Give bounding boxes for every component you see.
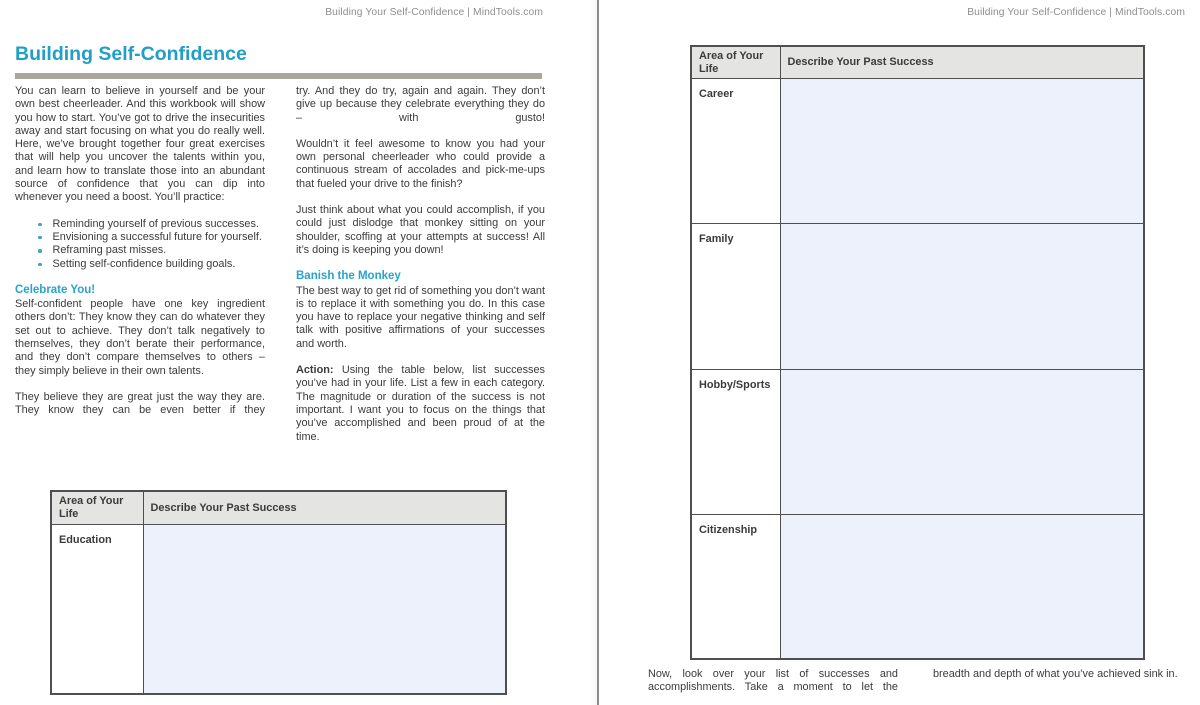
action-paragraph — [296, 364, 545, 444]
body-paragraph: Just think about what you could accomplish, if you could just dislodge that monkey sitting on your shoulder, scoffing at your attempts at success! All it’s doing is keeping you down! — [296, 204, 545, 256]
page-divider — [597, 0, 599, 705]
list-item-text: Setting self-confidence building goals. — [52, 257, 236, 270]
entry-cell-career[interactable] — [780, 79, 1144, 224]
table-row — [691, 515, 1144, 659]
table-row — [691, 79, 1144, 224]
list-item — [15, 244, 265, 257]
table-header-row — [691, 46, 1144, 79]
bullet-dot-icon — [38, 249, 42, 253]
column-header-area-of-life: Area of Your Life — [51, 491, 143, 524]
table-row — [691, 224, 1144, 370]
page-2 — [600, 0, 1200, 705]
entry-cell-citizenship[interactable] — [780, 515, 1144, 659]
column-header-area-of-life: Area of Your Life — [691, 46, 780, 79]
row-label-education: Education — [51, 524, 143, 694]
page2-column-right — [933, 668, 1185, 695]
page2-text-columns — [648, 668, 1185, 695]
entry-cell-education[interactable] — [143, 524, 506, 694]
practice-list — [15, 218, 265, 271]
page-title: Building Self-Confidence — [15, 43, 247, 65]
page1-column-right — [296, 85, 545, 444]
row-label-hobby-sports: Hobby/Sports — [691, 370, 780, 515]
body-paragraph: Self-confident people have one key ingredient others don’t: They know they can do whatever they set out to achieve. They don’t talk negatively to themselves, they don’t berate their performance, and they don’t compare themselves to others – they simply believe in their own talents. — [15, 298, 265, 377]
action-label: Action: — [296, 364, 334, 377]
body-paragraph: They believe they are great just the way they are. They know they can be even better if they — [15, 390, 265, 417]
row-label-family: Family — [691, 224, 780, 370]
bullet-dot-icon — [38, 223, 42, 227]
page2-column-left — [648, 668, 898, 695]
body-paragraph: The best way to get rid of something you don’t want is to replace it with something you do. In this case you have to replace your negative thinking and self talk with positive affirmations of your successes and worth. — [296, 284, 545, 350]
page-header: Building Your Self-Confidence | MindTools.com — [325, 7, 543, 18]
list-item-text: Reminding yourself of previous successes. — [52, 217, 259, 230]
entry-cell-hobby-sports[interactable] — [780, 370, 1144, 515]
page1-text-columns — [15, 85, 545, 444]
section-heading-celebrate-you: Celebrate You! — [15, 283, 96, 296]
page1-column-left — [15, 85, 265, 444]
list-item-text: Envisioning a successful future for yourself. — [52, 230, 262, 243]
past-success-table-page2 — [690, 45, 1145, 660]
body-paragraph: try. And they do try, again and again. They don’t give up because they celebrate everything they do – with gusto! — [296, 85, 545, 124]
list-item-text: Reframing past misses. — [52, 244, 167, 257]
entry-cell-family[interactable] — [780, 224, 1144, 370]
column-header-describe-success: Describe Your Past Success — [143, 491, 506, 524]
list-item — [15, 231, 265, 244]
list-item — [15, 218, 265, 231]
table-header-row — [51, 491, 506, 524]
table-row — [51, 524, 506, 694]
column-header-describe-success: Describe Your Past Success — [780, 46, 1144, 79]
body-paragraph: breadth and depth of what you’ve achieved sink in. — [933, 668, 1178, 680]
row-label-career: Career — [691, 79, 780, 224]
page-header: Building Your Self-Confidence | MindTools.com — [967, 7, 1185, 18]
section-heading-banish-the-monkey: Banish the Monkey — [296, 270, 401, 283]
intro-paragraph: You can learn to believe in yourself and be your own best cheerleader. And this workbook will show you how to start. You’ve got to drive the insecurities away and start focusing on what you do really well. Here, we’ve brought together four great exercises that will help you uncover the talents within you, and learn how to translate those into an abundant source of confidence that you can dip into whenever you need a boost. You’ll practice: — [15, 85, 265, 204]
title-rule — [15, 73, 542, 79]
list-item — [15, 258, 265, 271]
row-label-citizenship: Citizenship — [691, 515, 780, 659]
bullet-dot-icon — [38, 236, 42, 240]
body-paragraph: Wouldn’t it feel awesome to know you had your own personal cheerleader who could provide a continuous stream of accolades and pick-me-ups that fueled your drive to the finish? — [296, 137, 545, 190]
past-success-table-page1 — [50, 490, 507, 695]
bullet-dot-icon — [38, 263, 42, 267]
table-row — [691, 370, 1144, 515]
body-paragraph: Now, look over your list of successes and accomplishments. Take a moment to let the — [648, 668, 898, 694]
action-text: Using the table below, list successes you’ve had in your life. List a few in each category. The magnitude or duration of the success is not important. I want you to focus on the things that you’ve accomplished and been proud of at the time. — [296, 364, 545, 443]
page-1 — [0, 0, 598, 705]
